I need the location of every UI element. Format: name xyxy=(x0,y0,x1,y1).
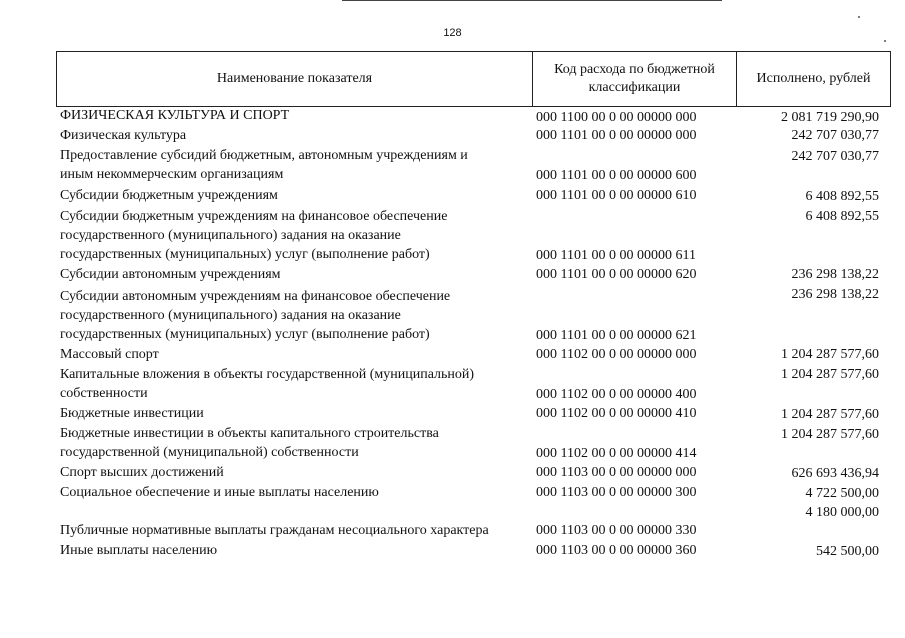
row-code: 000 1103 00 0 00 00000 360 xyxy=(536,543,697,558)
top-rule xyxy=(342,0,722,1)
row-name-line: государственной (муниципальной) собственности xyxy=(60,445,359,460)
row-code: 000 1103 00 0 00 00000 330 xyxy=(536,523,697,538)
row-code: 000 1101 00 0 00 00000 610 xyxy=(536,188,697,203)
row-code: 000 1103 00 0 00 00000 300 xyxy=(536,485,697,500)
row-name-line: Массовый спорт xyxy=(60,347,159,362)
row-amount: 236 298 138,22 xyxy=(791,267,879,282)
row-name-line: Публичные нормативные выплаты гражданам несоциального характера xyxy=(60,523,489,538)
row-amount: 1 204 287 577,60 xyxy=(781,427,879,442)
row-amount: 4 180 000,00 xyxy=(805,505,879,520)
row-amount: 6 408 892,55 xyxy=(805,189,879,204)
header-code-text: Код расхода по бюджетной классификации xyxy=(554,62,715,95)
row-name-line: Бюджетные инвестиции в объекты капитального строительства xyxy=(60,426,439,441)
row-code: 000 1102 00 0 00 00000 410 xyxy=(536,406,697,421)
row-name-line: Спорт высших достижений xyxy=(60,465,224,480)
row-name-line: Иные выплаты населению xyxy=(60,543,218,558)
row-name-line: Субсидии бюджетным учреждениям xyxy=(60,188,278,203)
row-name-line: Физическая культура xyxy=(60,128,187,143)
row-name-line: государственного (муниципального) задания на оказание xyxy=(60,308,401,323)
row-amount: 1 204 287 577,60 xyxy=(781,347,879,362)
row-code: 000 1101 00 0 00 00000 620 xyxy=(536,267,697,282)
row-name-line: ФИЗИЧЕСКАЯ КУЛЬТУРА И СПОРТ xyxy=(60,108,290,123)
row-name-line: государственных (муниципальных) услуг (выполнение работ) xyxy=(60,247,430,262)
row-name-line: государственного (муниципального) задания на оказание xyxy=(60,228,401,243)
page-number: 128 xyxy=(443,27,462,39)
row-code: 000 1102 00 0 00 00000 000 xyxy=(536,347,697,362)
row-name-line: Предоставление субсидий бюджетным, автономным учреждениям и xyxy=(60,148,468,163)
row-name-line: Капитальные вложения в объекты государственной (муниципальной) xyxy=(60,367,475,382)
row-name-line: Субсидии бюджетным учреждениям на финансовое обеспечение xyxy=(60,209,448,224)
scan-speck xyxy=(884,40,886,42)
table-header xyxy=(56,51,891,107)
row-amount: 242 707 030,77 xyxy=(791,128,879,143)
row-code: 000 1101 00 0 00 00000 600 xyxy=(536,168,697,183)
row-name-line: иным некоммерческим организациям xyxy=(60,167,284,182)
row-code: 000 1100 00 0 00 00000 000 xyxy=(536,110,697,125)
row-code: 000 1101 00 0 00 00000 611 xyxy=(536,248,696,263)
row-amount: 6 408 892,55 xyxy=(805,209,879,224)
row-code: 000 1101 00 0 00 00000 000 xyxy=(536,128,697,143)
row-code: 000 1103 00 0 00 00000 000 xyxy=(536,465,697,480)
row-name-line: Субсидии автономным учреждениям xyxy=(60,267,281,282)
scan-speck xyxy=(858,16,860,18)
row-code: 000 1101 00 0 00 00000 621 xyxy=(536,328,697,343)
row-amount: 2 081 719 290,90 xyxy=(781,110,879,125)
row-code: 000 1102 00 0 00 00000 400 xyxy=(536,387,697,402)
header-name: Наименование показателя xyxy=(57,52,533,106)
row-amount: 542 500,00 xyxy=(816,544,879,559)
header-amount: Исполнено, рублей xyxy=(756,71,871,86)
row-amount: 1 204 287 577,60 xyxy=(781,407,879,422)
row-amount: 1 204 287 577,60 xyxy=(781,367,879,382)
header-code xyxy=(533,52,737,106)
row-amount: 626 693 436,94 xyxy=(791,466,879,481)
row-name-line: Субсидии автономным учреждениям на финансовое обеспечение xyxy=(60,289,451,304)
row-amount: 236 298 138,22 xyxy=(791,287,879,302)
row-name-line: Социальное обеспечение и иные выплаты населению xyxy=(60,485,379,500)
row-name-line: государственных (муниципальных) услуг (выполнение работ) xyxy=(60,327,430,342)
row-amount: 242 707 030,77 xyxy=(791,149,879,164)
row-code: 000 1102 00 0 00 00000 414 xyxy=(536,446,697,461)
row-name-line: собственности xyxy=(60,386,148,401)
row-name-line: Бюджетные инвестиции xyxy=(60,406,204,421)
row-amount: 4 722 500,00 xyxy=(805,486,879,501)
